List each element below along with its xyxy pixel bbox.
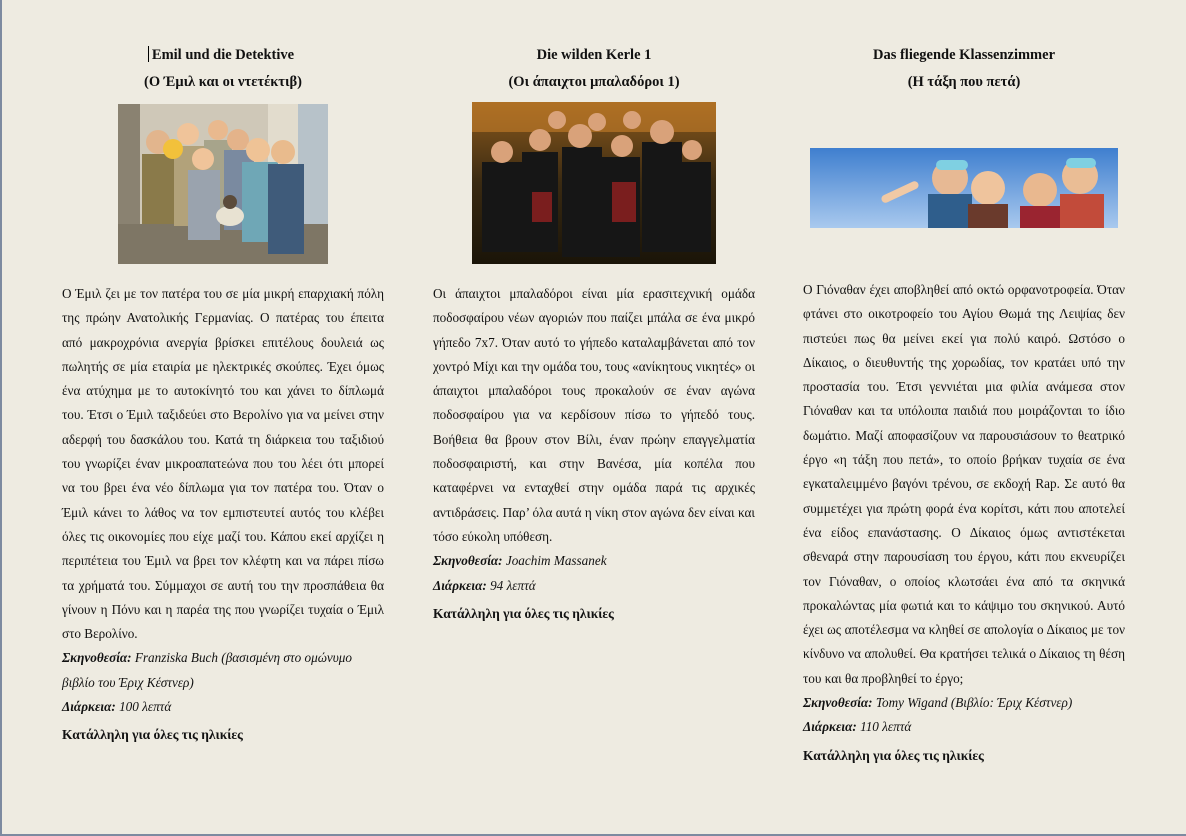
movie-column-1 — [62, 42, 384, 748]
duration-line[interactable] — [62, 695, 384, 719]
duration-label: Διάρκεια: — [62, 699, 116, 715]
direction-line[interactable] — [62, 646, 384, 695]
duration-value: 94 λεπτά — [490, 577, 536, 593]
direction-line[interactable] — [803, 691, 1125, 715]
movie-poster-image[interactable] — [472, 102, 716, 264]
movie-subtitle[interactable]: (Η τάξη που πετά) — [907, 74, 1021, 90]
direction-label: Σκηνοθεσία: — [62, 650, 132, 666]
movie-description[interactable]: Οι άπαιχτοι μπαλαδόροι είναι μία ερασιτεχνική ομάδα ποδοσφαίρου νέων αγοριών που παίζει μπάλα σε ένα μικρό γήπεδο 7x7. Όταν αυτό το γήπεδο καταλαμβάνεται από τον χοντρό Μίχι και την ομάδα του, τους «ανίκητους νικητές» οι άπαιχτοι μπαλαδόροι τους προκαλούν σε έναν αγώνα ποδοσφαίρου για να κερδίσουν πίσω το γήπεδό τους. Βοήθεια θα βρουν στον Βίλι, έναν πρώην επαγγελματία ποδοσφαιριστή, και στην Βανέσα, μία κοπέλα που καταφέρνει να ενταχθεί στην ομάδα παρά τις αρχικές αντιδράσεις. Παρ’ όλα αυτά η νίκη στον αγώνα δεν είναι και τόσο εύκολη υπόθεση. — [433, 286, 755, 544]
direction-label: Σκηνοθεσία: — [803, 695, 873, 711]
duration-label: Διάρκεια: — [433, 577, 487, 593]
movie-poster-image[interactable] — [810, 148, 1118, 228]
direction-value: Joachim Massanek — [505, 553, 607, 569]
direction-line[interactable] — [433, 549, 755, 573]
duration-line[interactable] — [803, 715, 1125, 739]
direction-label: Σκηνοθεσία: — [433, 553, 503, 569]
movie-column-2 — [433, 42, 755, 627]
age-suitability[interactable]: Κατάλληλη για όλες τις ηλικίες — [803, 747, 984, 763]
movie-column-3 — [803, 42, 1125, 769]
age-suitability[interactable]: Κατάλληλη για όλες τις ηλικίες — [62, 727, 243, 743]
movie-title[interactable]: Die wilden Kerle 1 — [536, 47, 652, 63]
movie-subtitle[interactable]: (Ο Έμιλ και οι ντετέκτιβ) — [144, 74, 302, 90]
duration-line[interactable] — [433, 574, 755, 598]
movie-description[interactable]: Ο Γιόναθαν έχει αποβληθεί από οκτώ ορφανοτροφεία. Όταν φτάνει στο οικοτροφείο του Αγίου Θωμά της Λειψίας δεν πιστεύει πως θα μείνει εκεί για πολύ καιρό. Ωστόσο ο Δίκαιος, ο διευθυντής της χορωδίας, τον κρατάει υπό την προστασία του. Έτσι γεννιέται μια φιλία ανάμεσα στον Γιόναθαν και τα υπόλοιπα παιδιά που μοιράζονται το ίδιο δωμάτιο. Μαζί αποφασίζουν να παρουσιάσουν το θεατρικό έργο «η τάξη που πετά», το οποίο βρήκαν τυχαία σε ένα εγκαταλειμμένο βαγόνι τρένου, σε εκδοχή Rap. Σε αυτό θα συμμετέχει για πρώτη φορά ένα κορίτσι, κάτι που αποτελεί ένα είδος επανάστασης. Ο Δίκαιος όμως αντιστέκεται σθεναρά στην παρουσίαση του έργου, κάτι που εκνευρίζει τον Γιόναθαν, ο οποίος κλωτσάει ένα από τα σκηνικά προκαλώντας μία φωτιά και το κάψιμο του σκηνικού. Αυτό έχει ως αποτέλεσμα να κληθεί σε απολογία ο Δίκαιος με τον κίνδυνο να απολυθεί. Θα κρατήσει τελικά ο Δίκαιος τη θέση του και θα προβληθεί το έργο; — [803, 282, 1125, 686]
movie-title[interactable]: Das fliegende Klassenzimmer — [872, 47, 1056, 63]
age-suitability[interactable]: Κατάλληλη για όλες τις ηλικίες — [433, 605, 614, 621]
movie-subtitle[interactable]: (Οι άπαιχτοι μπαλαδόροι 1) — [508, 74, 680, 90]
movie-title[interactable]: Emil und die Detektive — [151, 47, 295, 63]
page-edge-left — [0, 0, 2, 836]
duration-value: 110 λεπτά — [860, 719, 912, 735]
movie-poster-image[interactable] — [118, 104, 328, 264]
duration-value: 100 λεπτά — [119, 699, 172, 715]
direction-value: Franziska Buch (βασισμένη στο ομώνυμο βιβλίο του Έριχ Κέστνερ) — [62, 650, 353, 690]
duration-label: Διάρκεια: — [803, 719, 857, 735]
movie-description[interactable]: Ο Έμιλ ζει με τον πατέρα του σε μία μικρή επαρχιακή πόλη της πρώην Ανατολικής Γερμανίας. Ο πατέρας του έπειτα από μακροχρόνια ανεργία βρίσκει επιτέλους δουλειά ως πωλητής σε μία εταιρία με ηλεκτρικές σκούπες. Έχει όμως ένα ατύχημα με το αυτοκίνητό του και χάνει το δίπλωμά του. Έτσι ο Έμιλ ταξιδεύει στο Βερολίνο για να μείνει στην αδερφή του δασκάλου του. Κατά τη διάρκεια του ταξιδιού του γνωρίζει έναν μικροαπατεώνα που του λέει ότι μπορεί να του βρει ένα νέο δίπλωμα για τον πατέρα του. Όταν ο Έμιλ κάνει το λάθος να τον εμπιστευτεί αυτός του κλέβει όλες τις οικονομίες που είχε μαζί του. Κάπου εκεί αρχίζει η περιπέτεια του Έμιλ να βρει τον κλέφτη και να πάρει πίσω τα χρήματά του. Σύμμαχοι σε αυτή του την προσπάθεια θα γίνουν η Πόνυ και η παρέα της που γνωρίζει τυχαία ο Έμιλ στο Βερολίνο. — [62, 286, 384, 642]
direction-value: Tomy Wigand (Βιβλίο: Έριχ Κέστνερ) — [875, 695, 1073, 711]
